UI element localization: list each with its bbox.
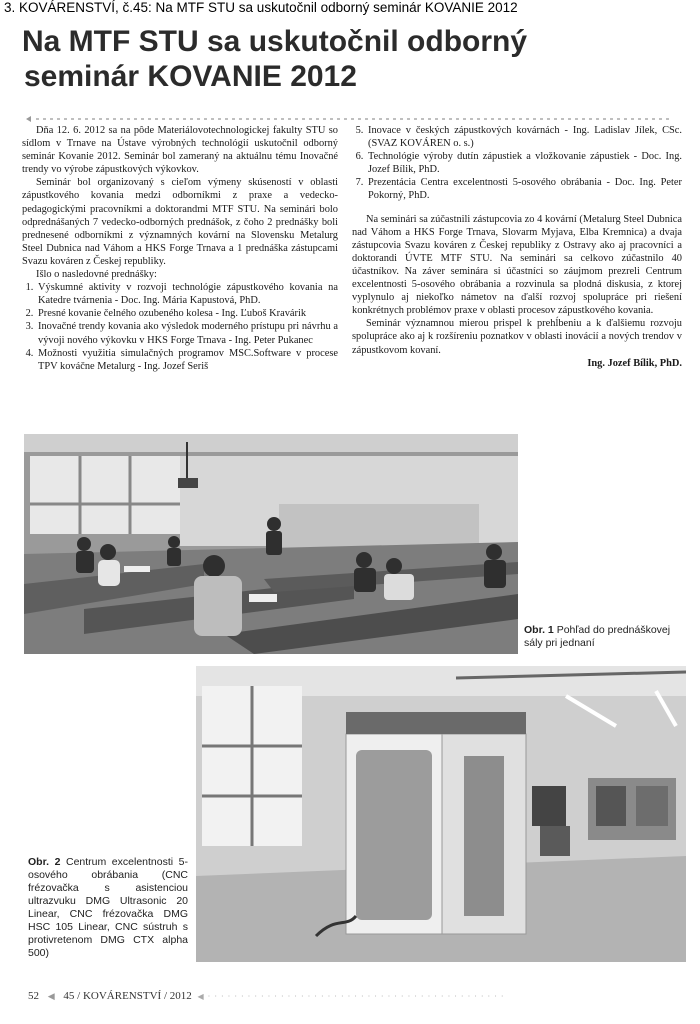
- lecture-item: 2. Presné kovanie čelného ozubeného kolesa - Ing. Ľuboš Kravárik: [36, 307, 338, 320]
- page-number: 52: [28, 990, 39, 1002]
- conclusion-paragraph: Seminár významnou mierou prispel k prehĺbeniu a k ďalšiemu rozvoju spolupráce ako aj k rozšíreniu poznatkov v oblasti inovácií a nových trendov v zápustkovom kovaní.: [352, 318, 682, 356]
- lecture-item: 1. Výskumné aktivity v rozvoji technológie zápustkového kovania na Katedre tvárnenia - Doc. Ing. Mária Kapustová, PhD.: [36, 281, 338, 307]
- issue-label: 45 / KOVÁRENSTVÍ / 2012: [63, 990, 192, 1002]
- figure-2-caption: [28, 856, 188, 960]
- figure-1-text: Pohľad do prednáškovej sály pri jednaní: [524, 624, 671, 649]
- lectures-intro: Išlo o nasledovné prednášky:: [36, 269, 157, 281]
- figure-1-caption: [524, 624, 686, 650]
- lecture-hall-illustration: [24, 434, 518, 654]
- author-signature: Ing. Jozef Bílik, PhD.: [587, 357, 682, 369]
- document-caption: 3. KOVÁRENSTVÍ, č.45: Na MTF STU sa uskutočnil odborný seminár KOVANIE 2012: [4, 0, 518, 15]
- lecture-item: 6. Technológie výroby dutín zápustiek a vložkovanie zápustiek - Doc. Ing. Jozef Bílik, PhD.: [366, 150, 682, 176]
- lecture-item: 7. Prezentácia Centra excelentnosti 5-osového obrábania - Doc. Ing. Peter Pokorný, PhD.: [366, 176, 682, 202]
- lecture-list-2: [352, 124, 682, 203]
- lecture-item: 5. Inovace v českých zápustkových kovárnách - Ing. Ladislav Jílek, CSc. (SVAZ KOVÁREN o. s.): [366, 124, 682, 150]
- intro-paragraph: Dňa 12. 6. 2012 sa na pôde Materiálovotechnologickej fakulty STU so sídlom v Trnave na Ústave výrobných technológií uskutočnil odborný seminár Kovanie 2012. Seminár bol zameraný na aktuálnu tému Inovačné trendy vo výrobe zápustkových výkovkov.: [22, 125, 338, 176]
- headline-line-2: seminár KOVANIE 2012: [24, 60, 357, 93]
- figure-2-text: Centrum excelentnosti 5-osového obrábania (CNC frézovačka s asistenciou ultrazvuku DMG Ultrasonic 20 Linear, CNC frézovačka DMG HSC 105 Linear, CNC sústruh s protivretenom DMG CTX alpha 500): [28, 856, 188, 959]
- divider-arrows-ornament: [22, 115, 682, 123]
- machining-center-photo: [196, 666, 686, 962]
- page-footer: [28, 990, 505, 1002]
- participants-paragraph: Na seminári sa zúčastnili zástupcovia zo 4 kovární (Metalurg Steel Dubnica nad Váhom a HKS Forge Trnava, Slovarm Myjava, Elba Kremnica) a dvaja zástupcovia Svazu kováren z Českej republiky z Ostravy ako aj pracovníci a doktorandi ÚVTE MTF STU. Na seminári sa celkovo zúčastnilo 40 účastníkov. Na záver seminára si účastníci so záujmom prezreli Centrum excelentnosti 5-osového obrábania a rozvinula sa plodná diskusia, z ktorej vyplynulo aj niekoľko námetov na ďalší rozvoj spolupráce pri riešení konkrétnych problémov praxe v oblasti procesov zápustkového kovania.: [352, 213, 682, 317]
- left-text-column: [22, 124, 338, 373]
- lecture-list-1: [22, 281, 338, 373]
- organization-paragraph: Seminár bol organizovaný s cieľom výmeny skúseností v oblasti zápustkového kovania medzi odborníkmi z praxe a vedecko-pedagogickými pracovníkmi a doktorandmi MTF STU. Na seminári bolo odprednášaných 7 vedecko-odborných prednášok, z čoho 2 prednášky boli prednesené odborníkmi z významných kovární na Slovensku Metalurg Steel Dubnica nad Váhom a HKS Forge Trnava a 1 prednáška zástupcami Svazu kováren z Českej republiky.: [22, 177, 338, 267]
- footer-dotted-rule: ◀ · · · · · · · · · · · · · · · · · · · · · · · · · · · · · · · · · · · · · · · · · · · · ·: [194, 992, 505, 1001]
- footer-arrow-icon: ◀: [47, 991, 55, 1001]
- article-headline: [22, 24, 662, 94]
- lecture-item: 4. Možnosti využitia simulačných programov MSC.Software v procese TPV kováčne Metalurg - Ing. Jozef Seriš: [36, 347, 338, 373]
- headline-line-1: Na MTF STU sa uskutočnil odborný: [22, 25, 528, 58]
- machining-center-illustration: [196, 666, 686, 962]
- figure-2-label: Obr. 2: [28, 856, 61, 868]
- lecture-hall-photo: [24, 434, 518, 654]
- right-text-column: [352, 124, 682, 370]
- lecture-item: 3. Inovačné trendy kovania ako výsledok moderného prístupu pri návrhu a vývoji nového výkovku v HKS Forge Trnava - Ing. Peter Pukanec: [36, 320, 338, 346]
- figure-1-label: Obr. 1: [524, 624, 554, 636]
- headline-divider: [22, 110, 682, 118]
